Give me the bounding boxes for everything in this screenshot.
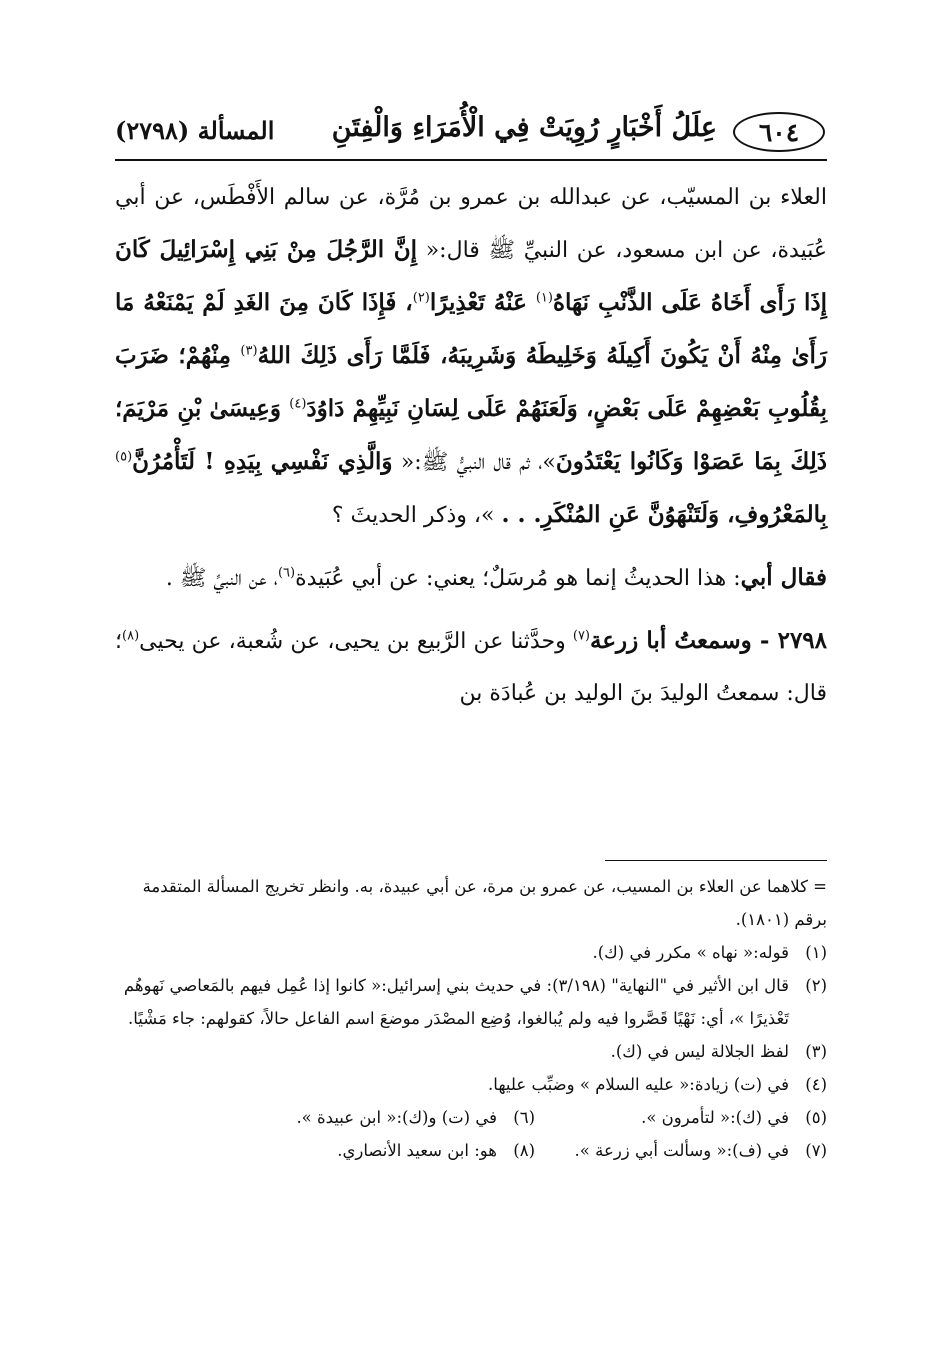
footnote-text: في (ت) و(ك):« ابن عبيدة ».: [296, 1108, 497, 1127]
paragraph-hadith: العلاء بن المسيّب، عن عبدالله بن عمرو بن مُرَّة، عن سالم الأَفْطَس، عن أبي عُبَيدة، عن ابن مسعود، عن النبيِّ ﷺ قال:« إِنَّ الرَّجُلَ مِنْ بَنِي إِسْرَائِيلَ كَانَ إِذَا رَأَى أَخَاهُ عَلَى الذَّنْبِ نَهَاهُ$^{(١)}$ عَنْهُ تَعْذِيرًا$^{(٢)}$، فَإِذَا كَانَ مِنَ الغَدِ لَمْ يَمْنَعْهُ مَا رَأَىٰ مِنْهُ أَنْ يَكُونَ أَكِيلَهُ وَخَلِيطَهُ وَشَرِيبَهُ، فَلَمَّا رَأَى ذَلِكَ اللهُ$^{(٣)}$ مِنْهُمْ؛ ضَرَبَ بِقُلُوبِ بَعْضِهِمْ عَلَى بَعْضٍ، وَلَعَنَهُمْ عَلَى لِسَانِ نَبِيِّهِمْ دَاوُدَ$^{(٤)}$ وَعِيسَىٰ بْنِ مَرْيَمَ؛ ذَلِكَ بِمَا عَصَوْا وَكَانُوا يَعْتَدُونَ»، ثم قال النبيُّ ﷺ:« وَالَّذِي نَفْسِي بِيَدِهِ ! لَتَأْمُرُنَّ$^{(٥)}$ بِالمَعْرُوفِ، وَلَتَنْهَوُنَّ عَنِ المُنْكَرِ. . . »، وذكر الحديثَ ؟: [115, 185, 828, 528]
footnote-number: (٥): [805, 1108, 827, 1127]
footnote-item: [243, 1101, 535, 1134]
page-number: ٦٠٤: [733, 112, 825, 152]
footnote-divider: [605, 860, 827, 861]
page-header: [115, 108, 825, 158]
footnote-number: (٤): [805, 1075, 827, 1094]
footnote-continuation: = كلاهما عن العلاء بن المسيب، عن عمرو بن مرة، عن أبي عبيدة، به. وانظر تخريج المسألة المتقدمة برقم (١٨٠١).: [142, 877, 827, 929]
footnote-item: [535, 1134, 827, 1167]
paragraph-commentary: فقال أبي: هذا الحديثُ إنما هو مُرسَلٌ؛ يعني: عن أبي عُبَيدة$^{(٦)}$، عن النبيِّ ﷺ .: [165, 564, 827, 591]
footnote-item: [115, 969, 827, 1035]
footnote-number: (٧): [805, 1141, 827, 1160]
book-title: عِلَلُ أَخْبَارٍ رُوِيَتْ فِي الْأُمَرَاءِ وَالْفِتَنِ: [331, 112, 717, 143]
footnote-text: في (ك):« لتأمرون ».: [641, 1108, 789, 1127]
header-divider: [115, 159, 827, 161]
footnote-item: [115, 936, 827, 969]
footnote-text: في (ف):« وسألت أبي زرعة ».: [574, 1141, 789, 1160]
footnote-ref[interactable]: (٤): [289, 396, 307, 412]
footnote-pair: [115, 1101, 827, 1134]
footnote-text: قوله:« نهاه » مكرر في (ك).: [592, 943, 789, 962]
issue-label: المسألة (٢٧٩٨): [115, 116, 275, 145]
footnotes: [115, 870, 827, 1167]
paragraph-issue-2798: ٢٧٩٨ - وسمعتُ أبا زرعة$^{(٧)}$ وحدَّثنا عن الرَّبيع بن يحيى، عن شُعبة، عن يحيى$^{(٨)}$؛ قال: سمعتُ الوليدَ بنَ الوليد بن عُبادَة بن: [115, 627, 828, 706]
footnote-number: (٨): [513, 1141, 535, 1160]
footnote-text: هو: ابن سعيد الأنصاري.: [337, 1141, 497, 1160]
footnote-number: (٢): [805, 976, 827, 995]
main-text: [115, 172, 827, 720]
footnote-number: (٦): [513, 1108, 535, 1127]
footnote-number: (٣): [805, 1042, 827, 1061]
footnote-ref[interactable]: (٧): [572, 628, 590, 644]
footnote-number: (١): [805, 943, 827, 962]
footnote-item: [115, 1068, 827, 1101]
footnote-ref[interactable]: (٣): [240, 343, 258, 359]
footnote-item: [535, 1101, 827, 1134]
footnote-text: في (ت) زيادة:« عليه السلام » وضبِّب عليها.: [488, 1075, 789, 1094]
footnote-ref[interactable]: (٥): [115, 449, 133, 465]
footnote-pair: [115, 1134, 827, 1167]
footnote-ref[interactable]: (١): [535, 290, 553, 306]
footnote-item: [243, 1134, 535, 1167]
footnote-ref[interactable]: (٦): [277, 565, 296, 581]
footnote-text: قال ابن الأثير في "النهاية" (٣/١٩٨): في حديث بني إسرائيل:« كانوا إذا عُمِل فيهم بالمَعاصي نَهوهُم تَعْذيرًا »، أي: نَهْيًا قَصَّروا فيه ولم يُبالغوا، وُضِع المصْدَر موضعَ اسم الفاعل حالاً، كقولهم: جاء مَشْيًا.: [123, 976, 789, 1028]
footnote-ref[interactable]: (٨): [122, 628, 140, 644]
footnote-ref[interactable]: (٢): [412, 290, 430, 306]
footnote-text: لفظ الجلالة ليس في (ك).: [610, 1042, 789, 1061]
footnote-item: [115, 1035, 827, 1068]
